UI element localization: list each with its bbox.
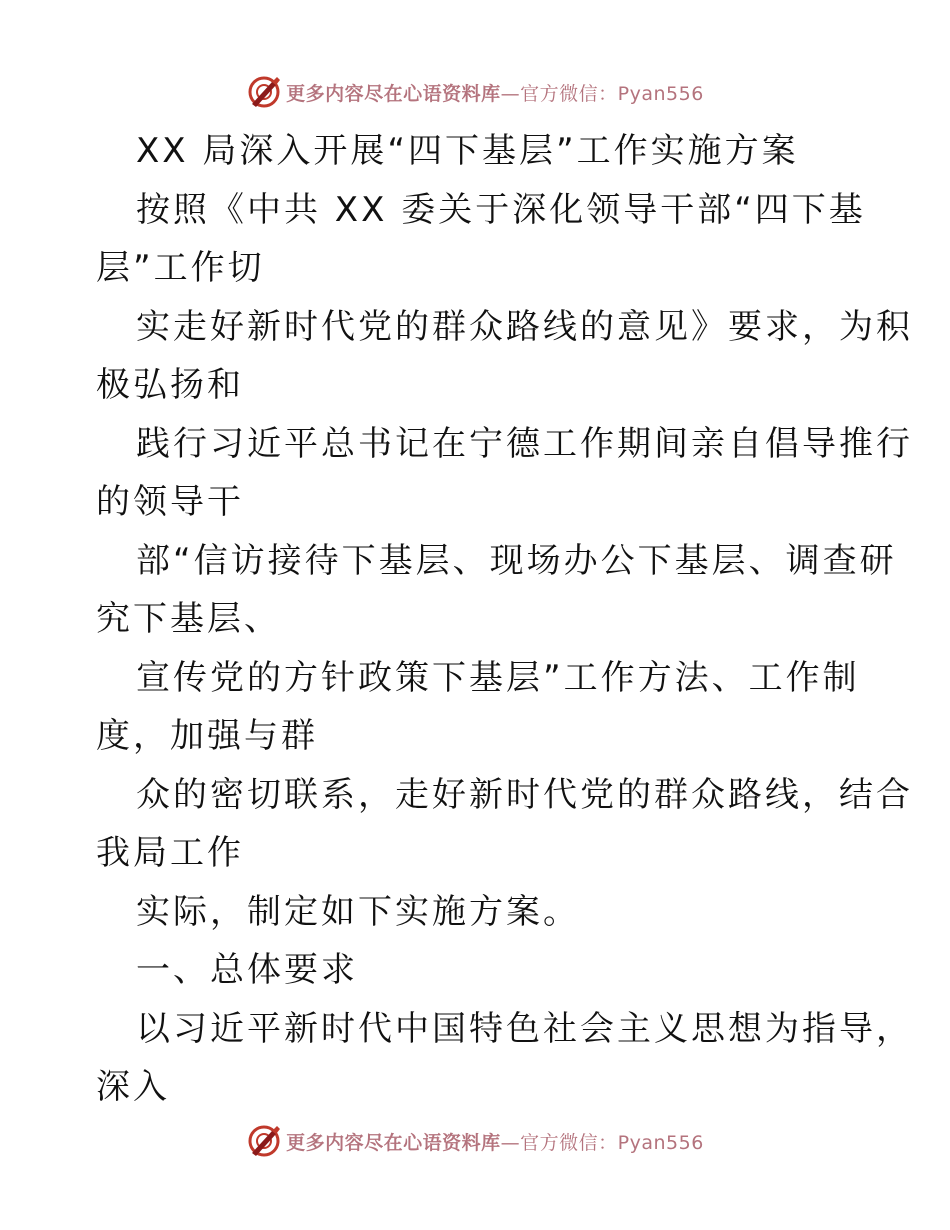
watermark-dash: — <box>500 82 521 105</box>
document-line: 的领导干 <box>96 482 244 522</box>
document-line: 度，加强与群 <box>96 716 318 756</box>
header-watermark <box>0 72 950 112</box>
watermark-main-text: 更多内容尽在心语资料库 <box>286 1131 501 1154</box>
document-line: 按照《中共 XX 委关于深化领导干部“四下基 <box>136 189 866 230</box>
watermark-text <box>286 79 704 106</box>
document-line: XX 局深入开展“四下基层”工作实施方案 <box>136 131 799 171</box>
document-line: 究下基层、 <box>96 599 281 639</box>
document-line: 深入 <box>96 1067 170 1107</box>
document-line: 践行习近平总书记在宁德工作期间亲自倡导推行 <box>136 423 913 464</box>
document-line: 众的密切联系，走好新时代党的群众路线，结合 <box>136 774 913 815</box>
document-line: 层”工作切 <box>96 248 265 288</box>
document-line: 极弘扬和 <box>96 365 244 405</box>
footer-watermark <box>0 1121 950 1161</box>
pen-in-circle-logo-icon <box>246 1123 282 1159</box>
document-line: 实走好新时代党的群众路线的意见》要求，为积 <box>136 306 913 347</box>
document-line: 一、总体要求 <box>136 950 358 990</box>
document-line: 部“信访接待下基层、现场办公下基层、调查研 <box>136 540 897 581</box>
document-body <box>96 122 913 1117</box>
document-line: 以习近平新时代中国特色社会主义思想为指导， <box>136 1008 913 1049</box>
watermark-contact-text: 官方微信：Pyan556 <box>520 82 704 105</box>
watermark-main-text: 更多内容尽在心语资料库 <box>286 82 501 105</box>
pen-in-circle-logo-icon <box>246 74 282 110</box>
watermark-text <box>286 1128 704 1155</box>
watermark-dash: — <box>500 1131 521 1154</box>
document-line: 我局工作 <box>96 833 244 873</box>
document-line: 宣传党的方针政策下基层”工作方法、工作制 <box>136 657 860 698</box>
watermark-contact-text: 官方微信：Pyan556 <box>520 1131 704 1154</box>
document-line: 实际，制定如下实施方案。 <box>136 891 580 932</box>
